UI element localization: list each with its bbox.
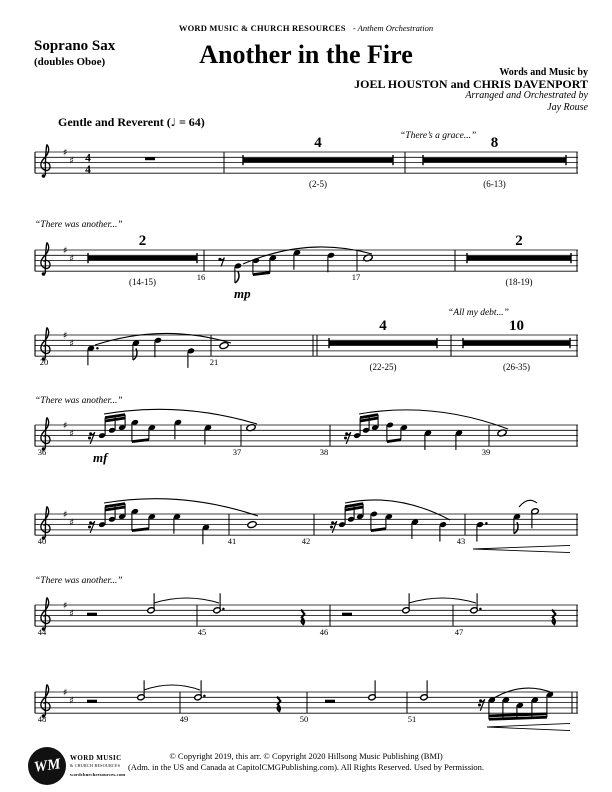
copyright-line-1: © Copyright 2019, this arr. © Copyright 2020 Hillsong Music Publishing (BMI) xyxy=(169,751,443,761)
slur xyxy=(494,688,553,698)
instrument-name: Soprano Sax xyxy=(34,38,116,54)
beam xyxy=(253,273,270,275)
measure-number: 38 xyxy=(319,447,329,457)
half-rest xyxy=(87,613,97,616)
slur xyxy=(519,500,537,507)
measure-number: 17 xyxy=(351,272,361,282)
sharp-icon: ♯ xyxy=(69,428,74,440)
sharp-icon: ♯ xyxy=(62,600,68,612)
measure-number: 41 xyxy=(227,536,237,546)
beam xyxy=(489,717,547,719)
lyric-cue: “All my debt...” xyxy=(448,308,509,318)
measure-number: 47 xyxy=(454,627,464,637)
sixteenth-rest xyxy=(344,437,347,440)
sharp-icon: ♯ xyxy=(62,687,68,699)
multirest-count: 2 xyxy=(515,233,523,249)
measure-number: 36 xyxy=(37,447,47,457)
measure-number: 50 xyxy=(299,714,309,724)
logo-publisher-sub: & CHURCH RESOURCES xyxy=(70,763,121,768)
multirest-range: (6-13) xyxy=(483,179,506,189)
sixteenth-rest xyxy=(88,526,91,529)
copyright-line-2: (Adm. in the US and Canada at CapitolCMGPublishing.com). All Rights Reserved. Used by Permission. xyxy=(127,761,485,772)
slur xyxy=(104,499,258,516)
multirest-count: 4 xyxy=(379,318,387,334)
logo-publisher-name: WORD MUSIC xyxy=(70,754,122,762)
beam xyxy=(132,529,149,531)
treble-clef-icon xyxy=(42,272,46,276)
eighth-flag xyxy=(235,271,239,283)
measure-number: 20 xyxy=(39,357,49,367)
lyric-cue: “There’s a grace...” xyxy=(400,131,477,141)
measure-number: 16 xyxy=(196,272,206,282)
instrument-doubling: (doubles Oboe) xyxy=(34,56,106,68)
multirest-count: 8 xyxy=(490,135,499,151)
beam xyxy=(489,714,547,716)
whole-note xyxy=(247,521,257,529)
copyright-notice xyxy=(0,751,612,772)
quarter-rest xyxy=(301,610,304,625)
measure-number: 48 xyxy=(37,714,47,724)
sharp-icon: ♯ xyxy=(69,517,74,529)
sharp-icon: ♯ xyxy=(69,338,74,350)
dynamic-marking: mf xyxy=(93,450,108,465)
multirest-count: 10 xyxy=(509,318,524,334)
sharp-icon: ♯ xyxy=(62,147,68,159)
augmentation-dot xyxy=(96,347,99,350)
sharp-icon: ♯ xyxy=(69,695,74,707)
multirest-bar xyxy=(423,158,566,162)
measure-number: 49 xyxy=(179,714,189,724)
augmentation-dot xyxy=(485,522,488,525)
word-music-logo-icon: WM xyxy=(28,747,66,785)
eighth-flag xyxy=(514,522,518,534)
multirest-count: 4 xyxy=(314,135,322,151)
sharp-icon: ♯ xyxy=(69,608,74,620)
measure-number: 51 xyxy=(407,714,417,724)
whole-rest xyxy=(145,157,155,160)
crescendo-hairpin-icon xyxy=(487,723,570,727)
measure-number: 43 xyxy=(456,536,466,546)
measure-number: 44 xyxy=(37,627,47,637)
quarter-rest xyxy=(277,697,280,712)
multirest-range: (18-19) xyxy=(505,277,533,287)
dynamic-marking: mp xyxy=(234,286,251,301)
measure-number: 21 xyxy=(209,357,219,367)
multirest-bar xyxy=(463,341,570,345)
multirest-range: (22-25) xyxy=(369,362,397,372)
publisher-name: WORD MUSIC & CHURCH RESOURCES xyxy=(178,23,346,33)
sharp-icon: ♯ xyxy=(62,509,68,521)
logo-publisher-url: wordchurchresources.com xyxy=(70,772,126,777)
sixteenth-rest xyxy=(478,704,481,707)
composers: JOEL HOUSTON and CHRIS DAVENPORT xyxy=(354,76,588,91)
arranger-name: Jay Rouse xyxy=(547,101,588,113)
sharp-icon: ♯ xyxy=(69,253,74,265)
eighth-flag xyxy=(133,348,137,360)
slur xyxy=(154,598,219,603)
lyric-cue: “There was another...” xyxy=(35,220,123,230)
sixteenth-rest xyxy=(88,437,91,440)
beam xyxy=(387,440,401,442)
measure-number: 40 xyxy=(37,536,47,546)
quarter-rest xyxy=(552,610,555,625)
multirest-range: (14-15) xyxy=(129,277,156,287)
lyric-cue: “There was another...” xyxy=(35,396,123,406)
multirest-count: 2 xyxy=(138,233,147,249)
measure-number: 46 xyxy=(319,627,329,637)
multirest-bar xyxy=(329,341,437,345)
augmentation-dot xyxy=(203,695,206,698)
credits-block xyxy=(354,67,588,113)
time-signature: 4 xyxy=(85,152,91,165)
whole-note xyxy=(219,342,229,350)
multirest-bar xyxy=(88,256,197,260)
multirest-bar xyxy=(467,256,571,260)
measure-number: 39 xyxy=(481,447,491,457)
measure-number: 45 xyxy=(197,627,207,637)
crescendo-hairpin-icon xyxy=(473,549,570,553)
time-signature: 4 xyxy=(85,163,91,176)
series-name: - Anthem Orchestration xyxy=(352,23,434,33)
half-rest xyxy=(87,700,97,703)
arranger-label: Arranged and Orchestrated by xyxy=(465,90,588,101)
publisher-header xyxy=(0,23,612,33)
words-music-by-label: Words and Music by xyxy=(499,67,588,78)
augmentation-dot xyxy=(222,608,225,611)
sharp-icon: ♯ xyxy=(62,245,68,257)
half-rest xyxy=(342,613,352,616)
song-title: Another in the Fire xyxy=(199,40,413,69)
sharp-icon: ♯ xyxy=(62,420,68,432)
multirest-bar xyxy=(243,158,393,162)
slur xyxy=(359,410,508,429)
tempo-marking: Gentle and Reverent (♩ = 64) xyxy=(58,115,205,129)
beam xyxy=(132,440,149,442)
treble-clef-icon xyxy=(42,174,46,178)
sharp-icon: ♯ xyxy=(69,155,74,167)
beam xyxy=(371,529,386,531)
crescendo-hairpin-icon xyxy=(487,727,570,731)
quarter-note-icon: ♩ xyxy=(170,116,176,129)
slur xyxy=(409,598,476,603)
multirest-range: (2-5) xyxy=(309,179,327,189)
measure-number: 42 xyxy=(301,536,311,546)
measure-number: 37 xyxy=(232,447,242,457)
augmentation-dot xyxy=(479,608,482,611)
half-rest xyxy=(325,700,335,703)
sixteenth-rest xyxy=(330,526,333,529)
lyric-cue: “There was another...” xyxy=(35,576,123,586)
crescendo-hairpin-icon xyxy=(473,545,570,549)
sharp-icon: ♯ xyxy=(62,330,68,342)
slur xyxy=(144,685,200,690)
multirest-range: (26-35) xyxy=(503,362,530,372)
